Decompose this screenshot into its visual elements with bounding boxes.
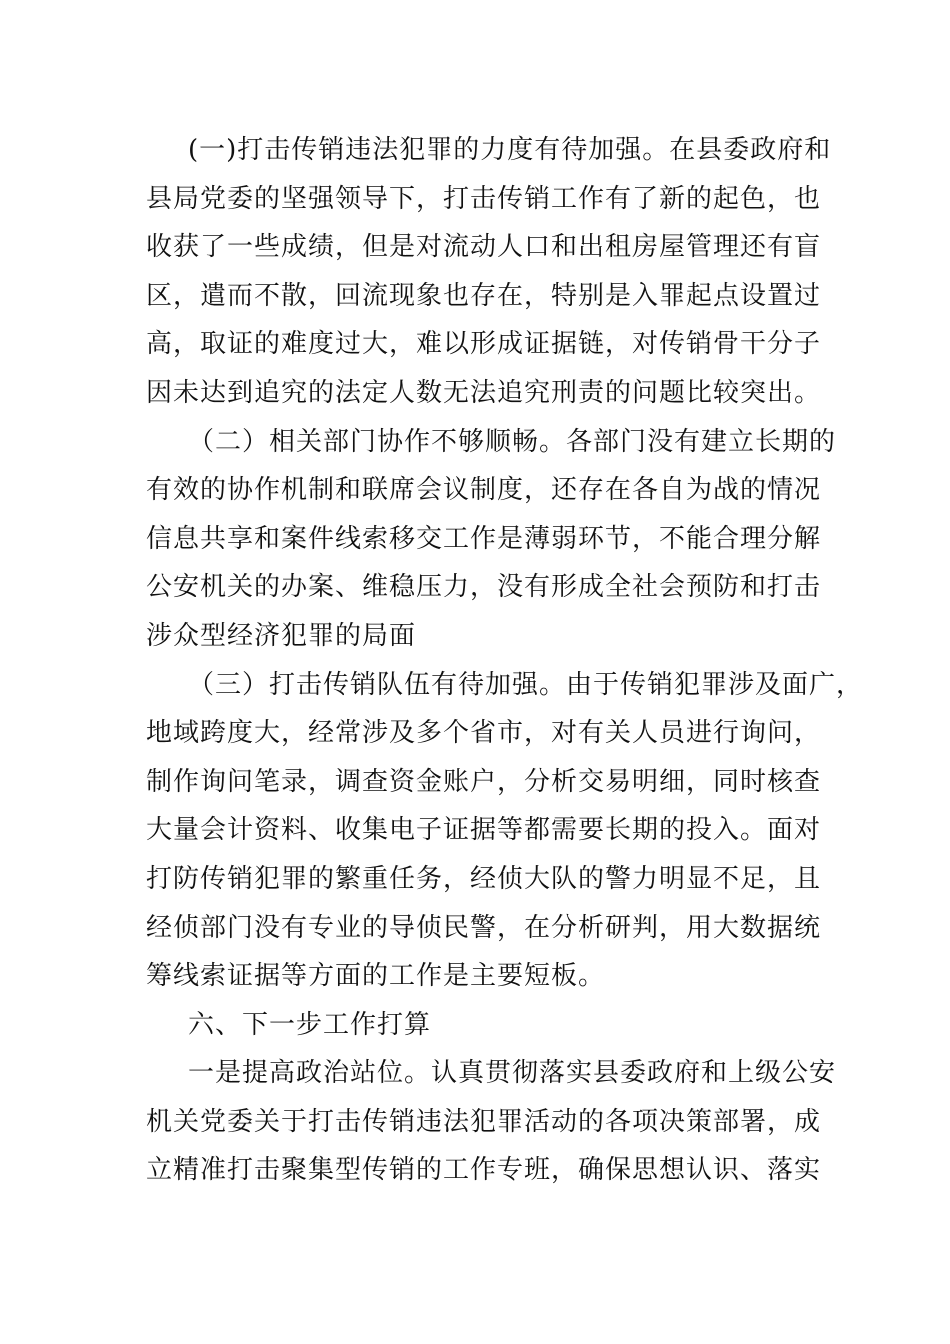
paragraph-1-line-3: 收获了一些成绩，但是对流动人口和出租房屋管理还有盲 xyxy=(146,232,822,263)
paragraph-4-line-3: 立精准打击聚集型传销的工作专班，确保思想认识、落实 xyxy=(146,1155,822,1186)
paragraph-3-line-2: 地域跨度大，经常涉及多个省市，对有关人员进行询问， xyxy=(146,718,822,749)
paragraph-3-line-7: 筹线索证据等方面的工作是主要短板。 xyxy=(146,961,606,992)
paragraph-4-line-2: 机关党委关于打击传销违法犯罪活动的各项决策部署，成 xyxy=(146,1106,822,1137)
paragraph-2-line-2: 有效的协作机制和联席会议制度，还存在各自为战的情况 xyxy=(146,475,822,506)
paragraph-1-line-2: 县局党委的坚强领导下，打击传销工作有了新的起色，也 xyxy=(146,183,822,214)
paragraph-2-line-4: 公安机关的办案、维稳压力，没有形成全社会预防和打击 xyxy=(146,572,822,603)
paragraph-2-line-3: 信息共享和案件线索移交工作是薄弱环节，不能合理分解 xyxy=(146,523,822,554)
paragraph-4-line-1: 一是提高政治站位。认真贯彻落实县委政府和上级公安 xyxy=(188,1058,837,1089)
paragraph-1-line-5: 高，取证的难度过大，难以形成证据链，对传销骨干分子 xyxy=(146,329,822,360)
paragraph-1-line-4: 区，遣而不散，回流现象也存在，特别是入罪起点设置过 xyxy=(146,280,822,311)
paragraph-3-line-3: 制作询问笔录，调查资金账户，分析交易明细，同时核查 xyxy=(146,766,822,797)
paragraph-3-line-1: （三）打击传销队伍有待加强。由于传销犯罪涉及面广， xyxy=(188,669,864,700)
paragraph-3-line-4: 大量会计资料、收集电子证据等都需要长期的投入。面对 xyxy=(146,815,822,846)
paragraph-1-line-6: 因未达到追究的法定人数无法追究刑责的问题比较突出。 xyxy=(146,377,822,408)
paragraph-3-line-5: 打防传销犯罪的繁重任务，经侦大队的警力明显不足，且 xyxy=(146,863,822,894)
paragraph-2-line-5: 涉众型经济犯罪的局面 xyxy=(146,620,417,651)
paragraph-1-line-1: (一)打击传销违法犯罪的力度有待加强。在县委政府和 xyxy=(188,135,832,165)
paragraph-2-line-1: （二）相关部门协作不够顺畅。各部门没有建立长期的 xyxy=(188,426,837,457)
document-body xyxy=(146,126,864,1195)
paragraph-3-line-6: 经侦部门没有专业的导侦民警，在分析研判，用大数据统 xyxy=(146,912,822,943)
section-heading-six: 六、下一步工作打算 xyxy=(188,1009,432,1040)
